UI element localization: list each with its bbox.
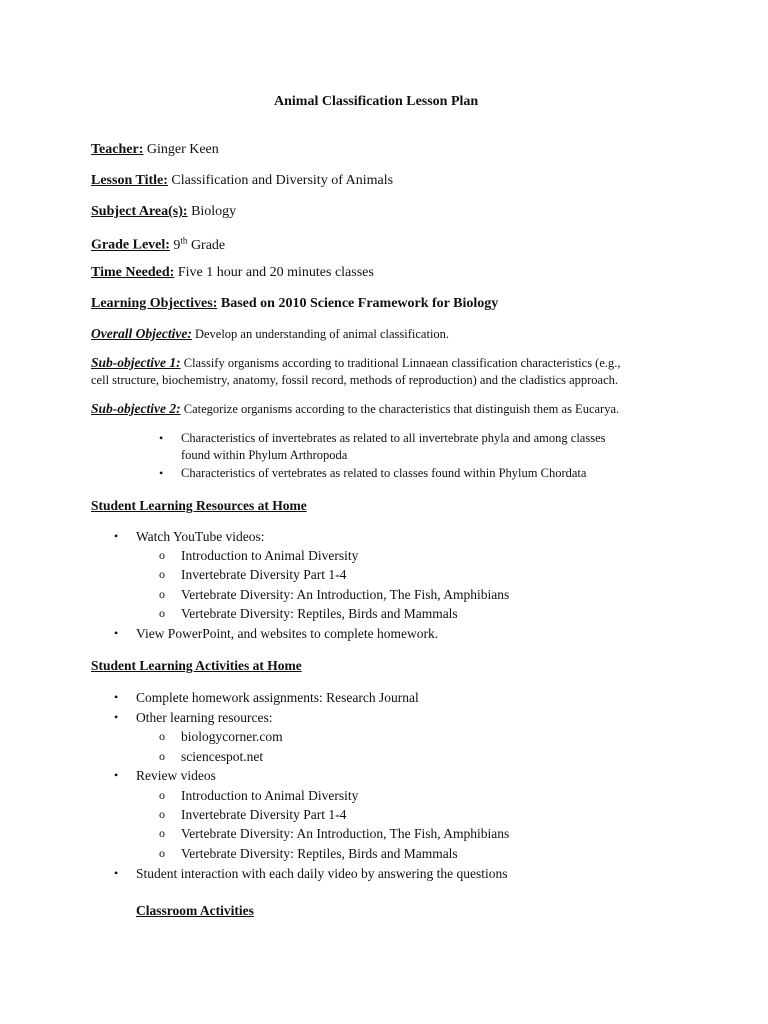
sub-bullet-icon: o bbox=[159, 729, 165, 743]
document-title: Animal Classification Lesson Plan bbox=[274, 94, 479, 109]
sub-objective-1-label: Sub-objective 1: bbox=[91, 355, 181, 370]
grade-level-label: Grade Level: bbox=[91, 237, 170, 253]
classroom-heading: Classroom Activities bbox=[136, 903, 254, 918]
resources-video-1: Introduction to Animal Diversity bbox=[181, 548, 359, 563]
lesson-title-value: Classification and Diversity of Animals bbox=[171, 173, 394, 188]
sub-bullet-icon: o bbox=[159, 587, 165, 601]
learning-objectives-field bbox=[91, 296, 498, 312]
sub-objective-2-text: Categorize organisms according to the characteristics that distinguish them as Eucarya. bbox=[183, 402, 620, 416]
sub-objective-1-line2: cell structure, biochemistry, anatomy, fossil record, methods of reproduction) and the cladistics approach. bbox=[91, 373, 619, 387]
sub2-bullet-1-line1: Characteristics of invertebrates as related to all invertebrate phyla and among classes bbox=[181, 431, 606, 445]
sub-objective-1 bbox=[91, 355, 621, 371]
activities-item-homework: Complete homework assignments: Research Journal bbox=[136, 690, 419, 705]
sub-bullet-icon: o bbox=[159, 807, 165, 821]
sub-objective-1-line1: Classify organisms according to traditional Linnaean classification characteristics (e.g., bbox=[183, 356, 621, 370]
activities-item-other-resources: Other learning resources: bbox=[136, 710, 273, 725]
time-needed-value: Five 1 hour and 20 minutes classes bbox=[177, 265, 374, 280]
sub2-bullet-2: Characteristics of vertebrates as related to classes found within Phylum Chordata bbox=[181, 466, 587, 480]
overall-objective-text: Develop an understanding of animal classification. bbox=[194, 327, 450, 341]
sub-objective-2-label: Sub-objective 2: bbox=[91, 401, 181, 416]
resources-video-2: Invertebrate Diversity Part 1-4 bbox=[181, 567, 347, 582]
resources-video-3: Vertebrate Diversity: An Introduction, The Fish, Amphibians bbox=[181, 587, 510, 602]
resources-heading: Student Learning Resources at Home bbox=[91, 498, 307, 513]
teacher-field bbox=[91, 142, 219, 158]
bullet-icon: • bbox=[114, 866, 119, 880]
activities-video-2: Invertebrate Diversity Part 1-4 bbox=[181, 807, 347, 822]
activities-site-2: sciencespot.net bbox=[181, 749, 264, 764]
bullet-icon: • bbox=[114, 768, 119, 782]
bullet-icon: • bbox=[159, 466, 164, 480]
subject-area-value: Biology bbox=[191, 204, 237, 219]
bullet-icon: • bbox=[114, 626, 119, 640]
learning-objectives-label: Learning Objectives: bbox=[91, 296, 218, 311]
sub-bullet-icon: o bbox=[159, 749, 165, 763]
bullet-icon: • bbox=[114, 690, 119, 704]
resources-item-powerpoint: View PowerPoint, and websites to complete homework. bbox=[136, 626, 439, 641]
subject-area-field bbox=[91, 204, 236, 220]
sub-bullet-icon: o bbox=[159, 788, 165, 802]
grade-ordinal-suffix: th bbox=[180, 235, 188, 245]
grade-level-field bbox=[91, 235, 225, 254]
activities-video-1: Introduction to Animal Diversity bbox=[181, 788, 359, 803]
lesson-title-label: Lesson Title: bbox=[91, 173, 168, 188]
activities-heading: Student Learning Activities at Home bbox=[91, 658, 302, 673]
subject-area-label: Subject Area(s): bbox=[91, 204, 188, 219]
resources-item-youtube: Watch YouTube videos: bbox=[136, 529, 265, 544]
sub-objective-2 bbox=[91, 401, 619, 417]
activities-video-4: Vertebrate Diversity: Reptiles, Birds and Mammals bbox=[181, 846, 458, 861]
activities-item-interaction: Student interaction with each daily video by answering the questions bbox=[136, 866, 508, 881]
overall-objective bbox=[91, 326, 449, 342]
activities-site-1: biologycorner.com bbox=[181, 729, 283, 744]
teacher-label: Teacher: bbox=[91, 142, 144, 157]
bullet-icon: • bbox=[159, 431, 164, 445]
grade-level-value bbox=[173, 235, 226, 253]
sub-bullet-icon: o bbox=[159, 846, 165, 860]
sub2-bullet-1-line2: found within Phylum Arthropoda bbox=[181, 448, 348, 462]
grade-number: 9 bbox=[173, 237, 181, 253]
learning-objectives-value: Based on 2010 Science Framework for Biology bbox=[220, 296, 499, 311]
bullet-icon: • bbox=[114, 710, 119, 724]
grade-word: Grade bbox=[190, 237, 226, 253]
resources-video-4: Vertebrate Diversity: Reptiles, Birds and Mammals bbox=[181, 606, 458, 621]
sub-bullet-icon: o bbox=[159, 567, 165, 581]
overall-objective-label: Overall Objective: bbox=[91, 326, 192, 341]
teacher-value: Ginger Keen bbox=[146, 142, 219, 157]
time-needed-label: Time Needed: bbox=[91, 265, 175, 280]
activities-item-review-videos: Review videos bbox=[136, 768, 216, 783]
activities-video-3: Vertebrate Diversity: An Introduction, The Fish, Amphibians bbox=[181, 826, 510, 841]
bullet-icon: • bbox=[114, 529, 119, 543]
sub-bullet-icon: o bbox=[159, 826, 165, 840]
sub-bullet-icon: o bbox=[159, 548, 165, 562]
lesson-title-field bbox=[91, 173, 393, 189]
sub-bullet-icon: o bbox=[159, 606, 165, 620]
time-needed-field bbox=[91, 265, 374, 281]
